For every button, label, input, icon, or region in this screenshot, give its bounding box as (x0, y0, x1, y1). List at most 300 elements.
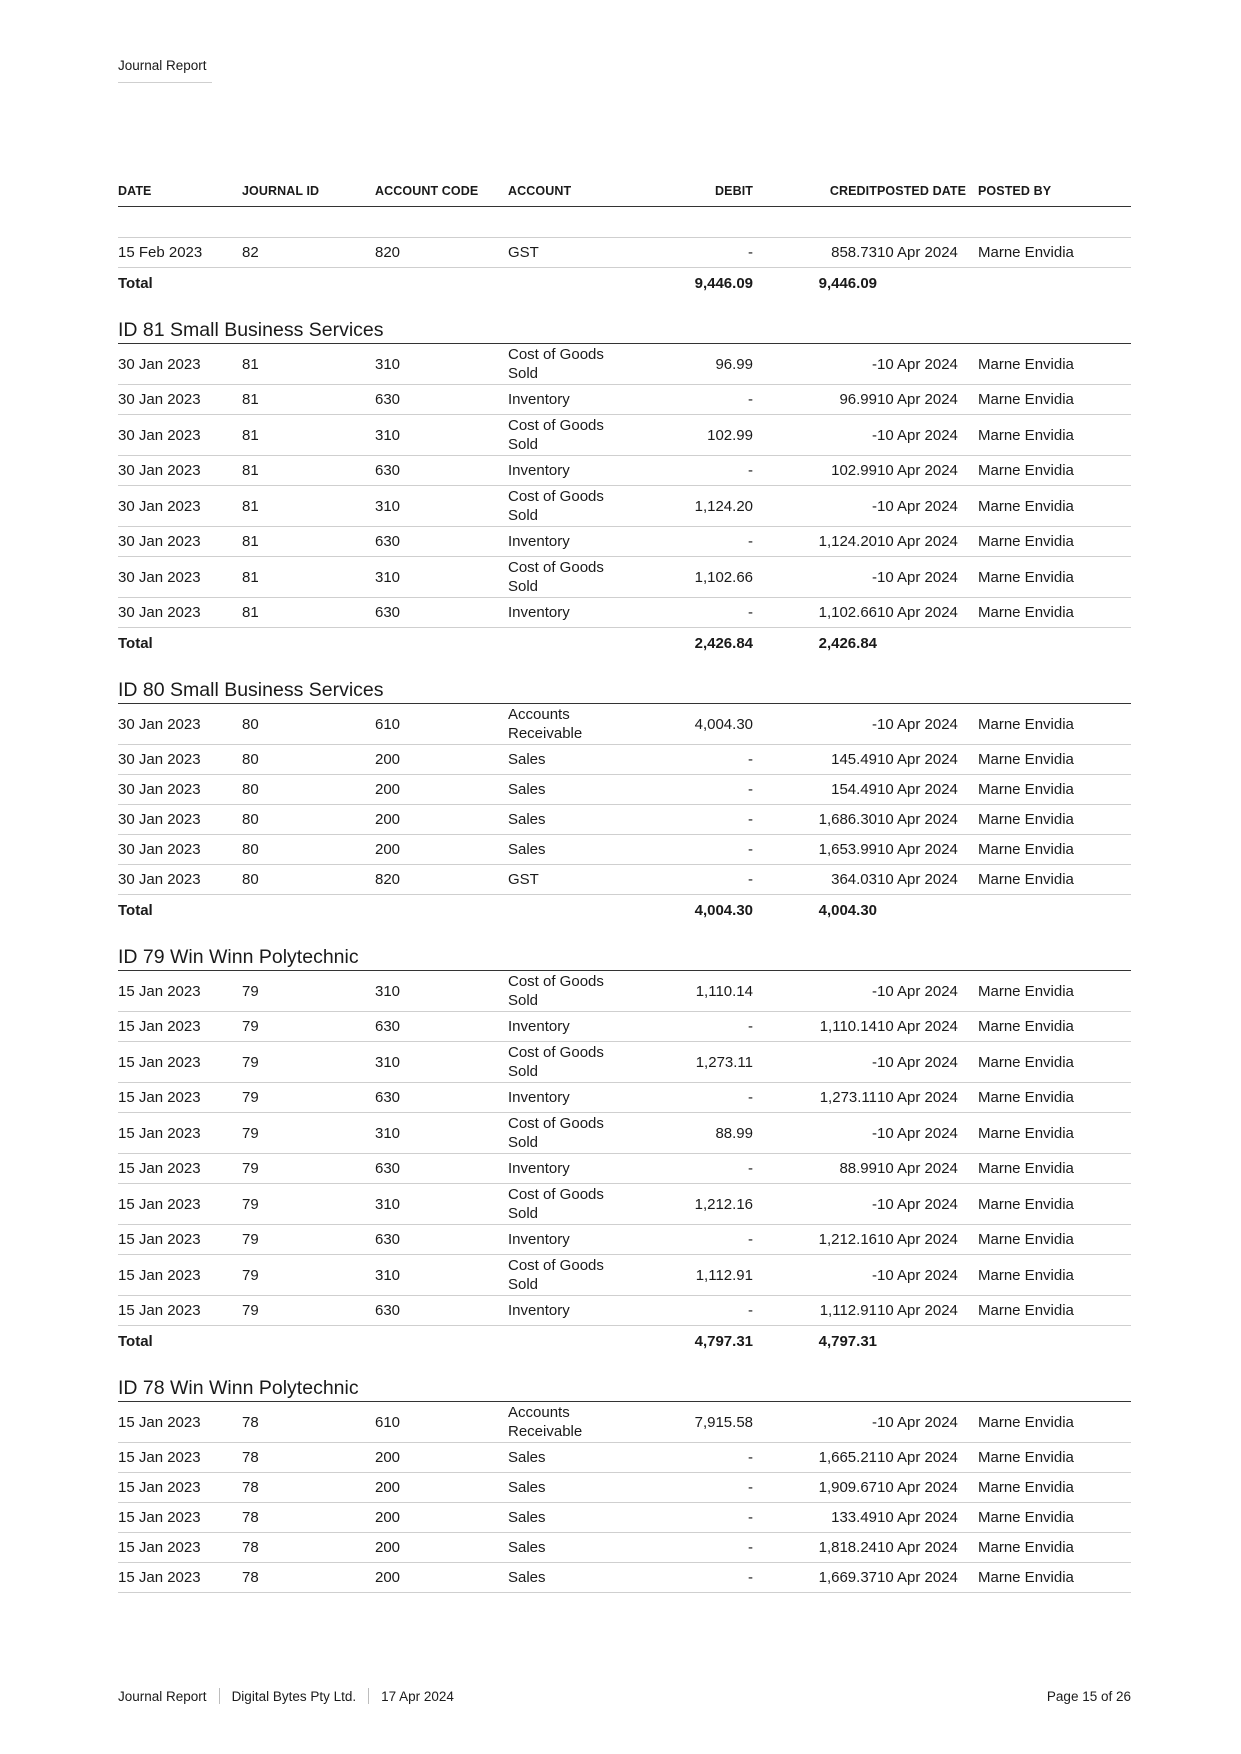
total-empty (877, 268, 1131, 299)
cell-account: Sales (508, 805, 621, 835)
cell-credit: 1,124.20 (753, 527, 877, 557)
cell-account-code: 610 (375, 1402, 508, 1443)
table-row (118, 1563, 1131, 1593)
cell-posted-by: Marne Envidia (978, 415, 1131, 456)
cell-credit: 102.99 (753, 456, 877, 486)
total-debit: 2,426.84 (694, 634, 753, 652)
page-header (118, 58, 212, 83)
col-journal-id: JOURNAL ID (242, 176, 375, 207)
cell-posted-date: 10 Apr 2024 (877, 1225, 978, 1255)
cell-journal-id: 79 (242, 1113, 375, 1154)
page-footer (118, 1688, 1131, 1704)
cell-credit: 1,653.99 (753, 835, 877, 865)
table-row (118, 704, 1131, 745)
cell-debit: 88.99 (621, 1113, 753, 1154)
table-row (118, 385, 1131, 415)
cell-journal-id: 81 (242, 486, 375, 527)
cell-date: 30 Jan 2023 (118, 775, 242, 805)
cell-posted-by: Marne Envidia (978, 1563, 1131, 1593)
total-row (118, 895, 1131, 926)
journal-table (118, 176, 1131, 1593)
cell-account-code: 310 (375, 415, 508, 456)
cell-debit: 1,124.20 (621, 486, 753, 527)
cell-date: 15 Jan 2023 (118, 1083, 242, 1113)
cell-journal-id: 78 (242, 1533, 375, 1563)
cell-posted-by: Marne Envidia (978, 704, 1131, 745)
cell-account-code: 310 (375, 971, 508, 1012)
cell-debit: - (621, 805, 753, 835)
cell-debit: 96.99 (621, 344, 753, 385)
cell-date: 30 Jan 2023 (118, 557, 242, 598)
cell-debit: - (621, 1563, 753, 1593)
group-gap (118, 298, 1131, 314)
cell-account-code: 630 (375, 1225, 508, 1255)
cell-debit: - (621, 1083, 753, 1113)
cell-credit: - (753, 1184, 877, 1225)
cell-date: 30 Jan 2023 (118, 385, 242, 415)
cell-posted-by: Marne Envidia (978, 486, 1131, 527)
cell-account-code: 200 (375, 775, 508, 805)
cell-posted-by: Marne Envidia (978, 971, 1131, 1012)
cell-posted-date: 10 Apr 2024 (877, 1184, 978, 1225)
cell-date: 30 Jan 2023 (118, 745, 242, 775)
table-row (118, 805, 1131, 835)
group-gap (118, 658, 1131, 674)
cell-credit: 1,273.11 (753, 1083, 877, 1113)
cell-journal-id: 80 (242, 775, 375, 805)
total-label: Total (118, 1332, 153, 1350)
table-row (118, 1473, 1131, 1503)
cell-journal-id: 79 (242, 1154, 375, 1184)
table-row (118, 1225, 1131, 1255)
footer-separator (219, 1688, 220, 1704)
table-row (118, 775, 1131, 805)
cell-posted-by: Marne Envidia (978, 1012, 1131, 1042)
cell-date: 15 Jan 2023 (118, 1473, 242, 1503)
total-debit: 4,797.31 (694, 1332, 753, 1350)
cell-debit: - (621, 745, 753, 775)
cell-debit: - (621, 456, 753, 486)
cell-journal-id: 79 (242, 1042, 375, 1083)
gap-cell (118, 658, 1131, 674)
cell-date: 15 Jan 2023 (118, 1113, 242, 1154)
cell-date: 30 Jan 2023 (118, 456, 242, 486)
total-credit: 2,426.84 (818, 634, 877, 652)
cell-account: Inventory (508, 598, 621, 628)
cell-posted-date: 10 Apr 2024 (877, 1255, 978, 1296)
cell-account-code: 310 (375, 1042, 508, 1083)
cell-date: 30 Jan 2023 (118, 805, 242, 835)
group-heading-row (118, 674, 1131, 704)
cell-account-code: 200 (375, 1473, 508, 1503)
cell-credit: 145.49 (753, 745, 877, 775)
cell-journal-id: 79 (242, 1296, 375, 1326)
cell-account: Sales (508, 1533, 621, 1563)
cell-credit: 364.03 (753, 865, 877, 895)
col-posted-by: POSTED BY (978, 176, 1131, 207)
gap-cell (118, 1356, 1131, 1372)
cell-date: 15 Feb 2023 (118, 238, 242, 268)
cell-account-code: 630 (375, 456, 508, 486)
cell-journal-id: 81 (242, 344, 375, 385)
cell-account: Cost of Goods Sold (508, 971, 621, 1012)
cell-debit: 7,915.58 (621, 1402, 753, 1443)
total-empty (877, 1326, 1131, 1357)
footer-date: 17 Apr 2024 (381, 1688, 454, 1704)
table-row (118, 1083, 1131, 1113)
cell-account: Sales (508, 1473, 621, 1503)
cell-debit: - (621, 865, 753, 895)
cell-posted-date: 10 Apr 2024 (877, 456, 978, 486)
cell-posted-date: 10 Apr 2024 (877, 1533, 978, 1563)
total-credit: 9,446.09 (818, 274, 877, 292)
cell-date: 15 Jan 2023 (118, 1503, 242, 1533)
cell-debit: - (621, 385, 753, 415)
cell-account-code: 630 (375, 1296, 508, 1326)
cell-credit: 1,212.16 (753, 1225, 877, 1255)
group-title: ID 79 Win Winn Polytechnic (118, 941, 1131, 971)
cell-credit: 858.73 (753, 238, 877, 268)
cell-posted-date: 10 Apr 2024 (877, 557, 978, 598)
cell-posted-date: 10 Apr 2024 (877, 486, 978, 527)
cell-credit: 88.99 (753, 1154, 877, 1184)
cell-date: 30 Jan 2023 (118, 865, 242, 895)
cell-account-code: 630 (375, 1012, 508, 1042)
total-debit: 9,446.09 (694, 274, 753, 292)
cell-posted-date: 10 Apr 2024 (877, 865, 978, 895)
cell-debit: - (621, 1503, 753, 1533)
table-row (118, 1154, 1131, 1184)
cell-posted-date: 10 Apr 2024 (877, 1402, 978, 1443)
cell-account: Accounts Receivable (508, 704, 621, 745)
cell-posted-date: 10 Apr 2024 (877, 415, 978, 456)
cell-account: Inventory (508, 1296, 621, 1326)
cell-date: 15 Jan 2023 (118, 1443, 242, 1473)
cell-account-code: 310 (375, 344, 508, 385)
continuation-spacer (118, 207, 1131, 238)
cell-posted-by: Marne Envidia (978, 238, 1131, 268)
cell-journal-id: 80 (242, 835, 375, 865)
cell-journal-id: 80 (242, 805, 375, 835)
cell-date: 15 Jan 2023 (118, 1225, 242, 1255)
cell-date: 15 Jan 2023 (118, 1296, 242, 1326)
cell-account: Cost of Goods Sold (508, 1113, 621, 1154)
cell-posted-by: Marne Envidia (978, 1296, 1131, 1326)
table-row (118, 486, 1131, 527)
cell-account-code: 200 (375, 805, 508, 835)
group-title: ID 78 Win Winn Polytechnic (118, 1372, 1131, 1402)
cell-account: Sales (508, 835, 621, 865)
cell-date: 15 Jan 2023 (118, 1042, 242, 1083)
cell-account-code: 200 (375, 1563, 508, 1593)
group-gap (118, 925, 1131, 941)
cell-journal-id: 79 (242, 1255, 375, 1296)
cell-posted-by: Marne Envidia (978, 344, 1131, 385)
cell-debit: - (621, 1296, 753, 1326)
cell-journal-id: 78 (242, 1443, 375, 1473)
cell-date: 15 Jan 2023 (118, 1184, 242, 1225)
total-empty (877, 628, 1131, 659)
col-account-code: ACCOUNT CODE (375, 176, 508, 207)
group-heading-row (118, 314, 1131, 344)
cell-debit: 1,212.16 (621, 1184, 753, 1225)
table-row (118, 1533, 1131, 1563)
cell-credit: - (753, 1113, 877, 1154)
cell-account: Inventory (508, 527, 621, 557)
cell-posted-by: Marne Envidia (978, 1225, 1131, 1255)
cell-date: 15 Jan 2023 (118, 1563, 242, 1593)
group-title: ID 80 Small Business Services (118, 674, 1131, 704)
cell-account: Inventory (508, 1083, 621, 1113)
table-header-row (118, 176, 1131, 207)
cell-debit: 1,110.14 (621, 971, 753, 1012)
cell-posted-date: 10 Apr 2024 (877, 745, 978, 775)
cell-posted-date: 10 Apr 2024 (877, 527, 978, 557)
cell-credit: 154.49 (753, 775, 877, 805)
cell-account: Inventory (508, 385, 621, 415)
cell-journal-id: 78 (242, 1563, 375, 1593)
cell-debit: - (621, 1154, 753, 1184)
cell-date: 15 Jan 2023 (118, 1255, 242, 1296)
total-label: Total (118, 274, 153, 292)
cell-account-code: 630 (375, 527, 508, 557)
cell-posted-by: Marne Envidia (978, 1042, 1131, 1083)
cell-account: Cost of Goods Sold (508, 557, 621, 598)
total-row (118, 1326, 1131, 1357)
cell-posted-by: Marne Envidia (978, 557, 1131, 598)
cell-credit: - (753, 1402, 877, 1443)
cell-posted-by: Marne Envidia (978, 1402, 1131, 1443)
cell-credit: - (753, 971, 877, 1012)
cell-date: 15 Jan 2023 (118, 1154, 242, 1184)
table-row (118, 865, 1131, 895)
cell-posted-date: 10 Apr 2024 (877, 385, 978, 415)
cell-debit: - (621, 1443, 753, 1473)
cell-posted-date: 10 Apr 2024 (877, 1113, 978, 1154)
cell-date: 15 Jan 2023 (118, 1012, 242, 1042)
cell-credit: - (753, 557, 877, 598)
cell-posted-date: 10 Apr 2024 (877, 1563, 978, 1593)
group-gap (118, 1356, 1131, 1372)
cell-debit: - (621, 527, 753, 557)
cell-account: GST (508, 238, 621, 268)
cell-posted-date: 10 Apr 2024 (877, 1154, 978, 1184)
cell-posted-by: Marne Envidia (978, 1533, 1131, 1563)
cell-journal-id: 79 (242, 971, 375, 1012)
cell-posted-by: Marne Envidia (978, 1473, 1131, 1503)
cell-account-code: 200 (375, 745, 508, 775)
cell-debit: - (621, 1225, 753, 1255)
footer-page-number: Page 15 of 26 (1046, 1688, 1131, 1704)
table-row (118, 1443, 1131, 1473)
cell-account-code: 200 (375, 1533, 508, 1563)
table-row (118, 1255, 1131, 1296)
col-date: DATE (118, 176, 242, 207)
cell-journal-id: 81 (242, 456, 375, 486)
cell-account-code: 310 (375, 1184, 508, 1225)
journal-body (118, 207, 1131, 1593)
cell-credit: - (753, 1255, 877, 1296)
cell-posted-date: 10 Apr 2024 (877, 598, 978, 628)
cell-posted-by: Marne Envidia (978, 1255, 1131, 1296)
table-row (118, 745, 1131, 775)
cell-date: 30 Jan 2023 (118, 344, 242, 385)
cell-account-code: 200 (375, 835, 508, 865)
cell-debit: - (621, 835, 753, 865)
cell-account: Sales (508, 1563, 621, 1593)
cell-posted-date: 10 Apr 2024 (877, 238, 978, 268)
cell-account: Cost of Goods Sold (508, 1042, 621, 1083)
cell-date: 30 Jan 2023 (118, 598, 242, 628)
cell-account-code: 610 (375, 704, 508, 745)
cell-journal-id: 81 (242, 598, 375, 628)
cell-posted-date: 10 Apr 2024 (877, 971, 978, 1012)
table-row (118, 527, 1131, 557)
cell-account: Accounts Receivable (508, 1402, 621, 1443)
cell-account: Cost of Goods Sold (508, 1255, 621, 1296)
cell-posted-date: 10 Apr 2024 (877, 805, 978, 835)
total-credit: 4,797.31 (818, 1332, 877, 1350)
cell-credit: 1,818.24 (753, 1533, 877, 1563)
cell-journal-id: 81 (242, 557, 375, 598)
cell-debit: - (621, 1473, 753, 1503)
cell-journal-id: 79 (242, 1083, 375, 1113)
cell-credit: 1,102.66 (753, 598, 877, 628)
cell-journal-id: 79 (242, 1012, 375, 1042)
cell-posted-by: Marne Envidia (978, 527, 1131, 557)
table-row (118, 835, 1131, 865)
cell-account-code: 310 (375, 486, 508, 527)
cell-credit: 1,669.37 (753, 1563, 877, 1593)
table-row (118, 344, 1131, 385)
cell-credit: 96.99 (753, 385, 877, 415)
col-posted-date: POSTED DATE (877, 176, 978, 207)
cell-posted-by: Marne Envidia (978, 835, 1131, 865)
cell-account: Sales (508, 1503, 621, 1533)
gap-cell (118, 925, 1131, 941)
total-empty (877, 895, 1131, 926)
cell-journal-id: 81 (242, 527, 375, 557)
table-row (118, 1012, 1131, 1042)
table-row (118, 971, 1131, 1012)
cell-debit: 102.99 (621, 415, 753, 456)
total-label: Total (118, 901, 153, 919)
cell-account: Cost of Goods Sold (508, 415, 621, 456)
cell-debit: - (621, 775, 753, 805)
cell-account-code: 630 (375, 385, 508, 415)
cell-journal-id: 79 (242, 1225, 375, 1255)
cell-credit: - (753, 486, 877, 527)
cell-posted-date: 10 Apr 2024 (877, 1296, 978, 1326)
cell-journal-id: 78 (242, 1503, 375, 1533)
cell-posted-by: Marne Envidia (978, 1184, 1131, 1225)
total-credit: 4,004.30 (818, 901, 877, 919)
cell-account: Inventory (508, 1012, 621, 1042)
cell-posted-by: Marne Envidia (978, 775, 1131, 805)
footer-company: Digital Bytes Pty Ltd. (231, 1688, 357, 1704)
cell-journal-id: 80 (242, 745, 375, 775)
cell-posted-date: 10 Apr 2024 (877, 344, 978, 385)
cell-account-code: 310 (375, 1113, 508, 1154)
cell-credit: - (753, 1042, 877, 1083)
table-row (118, 238, 1131, 268)
cell-date: 15 Jan 2023 (118, 1402, 242, 1443)
cell-posted-by: Marne Envidia (978, 1083, 1131, 1113)
cell-posted-by: Marne Envidia (978, 805, 1131, 835)
cell-debit: - (621, 598, 753, 628)
cell-account-code: 200 (375, 1443, 508, 1473)
table-row (118, 415, 1131, 456)
table-row (118, 1402, 1131, 1443)
cell-journal-id: 82 (242, 238, 375, 268)
group-title: ID 81 Small Business Services (118, 314, 1131, 344)
footer-report: Journal Report (118, 1688, 207, 1704)
cell-posted-date: 10 Apr 2024 (877, 1473, 978, 1503)
cell-date: 30 Jan 2023 (118, 527, 242, 557)
gap-cell (118, 298, 1131, 314)
cell-posted-by: Marne Envidia (978, 385, 1131, 415)
header-rule (118, 82, 212, 83)
cell-account-code: 200 (375, 1503, 508, 1533)
cell-posted-by: Marne Envidia (978, 1113, 1131, 1154)
footer-separator (368, 1688, 369, 1704)
cell-credit: 1,665.21 (753, 1443, 877, 1473)
cell-account-code: 630 (375, 598, 508, 628)
cell-account: Sales (508, 745, 621, 775)
cell-credit: - (753, 344, 877, 385)
table-row (118, 456, 1131, 486)
col-account: ACCOUNT (508, 176, 621, 207)
cell-credit: 1,909.67 (753, 1473, 877, 1503)
total-debit: 4,004.30 (694, 901, 753, 919)
cell-debit: 1,102.66 (621, 557, 753, 598)
cell-journal-id: 80 (242, 865, 375, 895)
cell-account-code: 630 (375, 1154, 508, 1184)
cell-journal-id: 80 (242, 704, 375, 745)
table-row (118, 557, 1131, 598)
cell-journal-id: 81 (242, 385, 375, 415)
cell-account-code: 630 (375, 1083, 508, 1113)
group-heading-row (118, 1372, 1131, 1402)
cell-date: 30 Jan 2023 (118, 486, 242, 527)
cell-date: 30 Jan 2023 (118, 415, 242, 456)
cell-posted-date: 10 Apr 2024 (877, 1012, 978, 1042)
cell-journal-id: 81 (242, 415, 375, 456)
cell-posted-date: 10 Apr 2024 (877, 1443, 978, 1473)
cell-account: Inventory (508, 1225, 621, 1255)
cell-account-code: 310 (375, 557, 508, 598)
cell-debit: 1,273.11 (621, 1042, 753, 1083)
cell-debit: - (621, 238, 753, 268)
cell-account: Inventory (508, 1154, 621, 1184)
cell-account-code: 310 (375, 1255, 508, 1296)
group-heading-row (118, 941, 1131, 971)
cell-account: Inventory (508, 456, 621, 486)
table-row (118, 1113, 1131, 1154)
cell-posted-by: Marne Envidia (978, 745, 1131, 775)
table-row (118, 1296, 1131, 1326)
total-row (118, 628, 1131, 659)
cell-credit: - (753, 415, 877, 456)
cell-account: Cost of Goods Sold (508, 486, 621, 527)
cell-posted-date: 10 Apr 2024 (877, 704, 978, 745)
table-row (118, 1503, 1131, 1533)
cell-account-code: 820 (375, 865, 508, 895)
table-row (118, 1042, 1131, 1083)
cell-posted-by: Marne Envidia (978, 456, 1131, 486)
report-title: Journal Report (118, 58, 207, 73)
cell-date: 15 Jan 2023 (118, 1533, 242, 1563)
